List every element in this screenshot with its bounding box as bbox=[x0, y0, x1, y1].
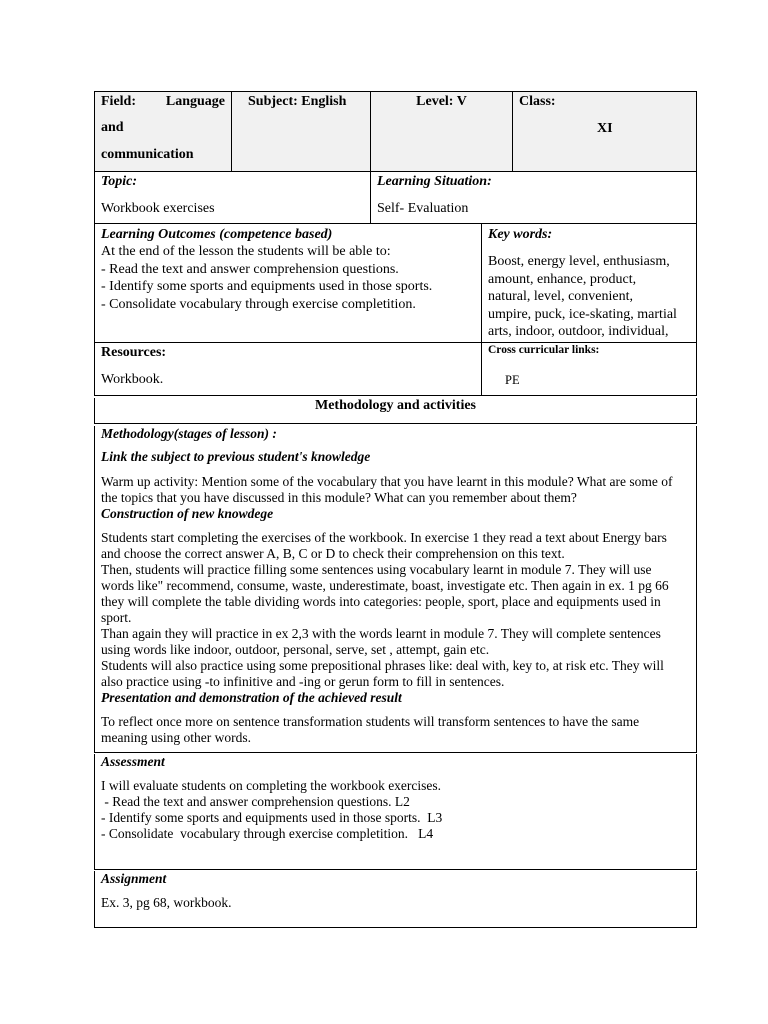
stages-label: Methodology(stages of lesson) : bbox=[101, 426, 277, 441]
resources-row bbox=[94, 343, 697, 396]
topic-row bbox=[94, 172, 697, 224]
assignment-label: Assignment bbox=[101, 871, 167, 886]
presentation-line: To reflect once more on sentence transformation students will transform sentences to have the same bbox=[101, 714, 640, 729]
outcome-item: - Identify some sports and equipments used in those sports. bbox=[101, 279, 433, 294]
field-value-3: communication bbox=[101, 147, 194, 162]
construction-line: words like" recommend, consume, waste, underestimate, boast, investigate etc. Then again in ex. 1 pg 66 bbox=[101, 578, 669, 593]
class-cell bbox=[512, 92, 698, 171]
assignment-value: Ex. 3, pg 68, workbook. bbox=[101, 895, 232, 910]
resources-label: Resources: bbox=[101, 345, 167, 360]
methodology-row bbox=[94, 426, 697, 753]
presentation-line: meaning using other words. bbox=[101, 730, 251, 745]
level-cell bbox=[370, 92, 512, 171]
field-cell bbox=[95, 92, 231, 171]
methodology-title: Methodology and activities bbox=[315, 398, 476, 413]
construction-line: and choose the correct answer A, B, C or D to check their comprehension on this text. bbox=[101, 546, 565, 561]
assessment-label: Assessment bbox=[101, 754, 165, 769]
warmup-line: Warm up activity: Mention some of the vocabulary that you have learnt in this module? What are some of bbox=[101, 474, 673, 489]
keywords-line: amount, enhance, product, bbox=[488, 271, 637, 287]
field-value-2: and bbox=[101, 120, 124, 135]
level: Level: V bbox=[416, 94, 467, 109]
subject: Subject: English bbox=[248, 94, 347, 109]
assignment-row bbox=[94, 871, 697, 928]
class-label: Class: bbox=[519, 94, 556, 109]
keywords-line: umpire, puck, ice-skating, martial bbox=[488, 306, 677, 322]
outcomes-cell bbox=[95, 224, 481, 342]
keywords-cell bbox=[481, 224, 698, 342]
outcomes-row bbox=[94, 224, 697, 343]
outcomes-title: Learning Outcomes (competence based) bbox=[101, 227, 333, 242]
situation-cell bbox=[370, 172, 698, 223]
situation-value: Self- Evaluation bbox=[377, 201, 469, 216]
construction-line: Students start completing the exercises of the workbook. In exercise 1 they read a text about Energy bars bbox=[101, 530, 667, 545]
topic-cell bbox=[95, 172, 370, 223]
class-value: XI bbox=[597, 121, 613, 136]
warmup-line: the topics that you have discussed in this module? What can you remember about them? bbox=[101, 490, 577, 505]
construction-line: using words like indoor, outdoor, personal, serve, set , attempt, gain etc. bbox=[101, 642, 490, 657]
assessment-line: - Read the text and answer comprehension questions. L2 bbox=[101, 794, 410, 809]
construction-line: Then, students will practice filling some sentences using vocabulary learnt in module 7. They will use bbox=[101, 562, 652, 577]
construction-line: Than again they will practice in ex 2,3 with the words learnt in module 7. They will complete sentences bbox=[101, 626, 661, 641]
field-label: Field: bbox=[101, 94, 136, 109]
construction-line: Students will also practice using some prepositional phrases like: deal with, key to, at risk etc. They will bbox=[101, 658, 664, 673]
keywords-line: natural, level, convenient, bbox=[488, 289, 633, 304]
assessment-line: - Identify some sports and equipments used in those sports. L3 bbox=[101, 810, 443, 825]
assessment-line: - Consolidate vocabulary through exercise completition. L4 bbox=[101, 826, 434, 841]
resources-cell bbox=[95, 343, 481, 395]
construction-label: Construction of new knowdege bbox=[101, 506, 274, 521]
cross-curricular-value: PE bbox=[505, 373, 520, 387]
construction-line: sport. bbox=[101, 610, 132, 625]
methodology-title-row bbox=[94, 398, 697, 424]
topic-value: Workbook exercises bbox=[101, 201, 215, 216]
outcomes-intro: At the end of the lesson the students will be able to: bbox=[101, 244, 391, 259]
topic-label: Topic: bbox=[101, 174, 138, 189]
cross-curricular-cell bbox=[481, 343, 698, 395]
field-value-1: Language bbox=[165, 94, 225, 109]
lesson-plan-table bbox=[94, 91, 697, 928]
keywords-label: Key words: bbox=[488, 227, 553, 242]
link-label: Link the subject to previous student's knowledge bbox=[101, 449, 371, 464]
keywords-line: arts, indoor, outdoor, individual, bbox=[488, 324, 669, 339]
situation-label: Learning Situation: bbox=[377, 174, 492, 189]
assessment-line: I will evaluate students on completing the workbook exercises. bbox=[101, 778, 442, 793]
resources-value: Workbook. bbox=[101, 372, 164, 387]
header-row bbox=[94, 91, 697, 172]
cross-curricular-label: Cross curricular links: bbox=[488, 344, 600, 356]
construction-line: they will complete the table dividing words into categories: people, sport, place and equipments used in bbox=[101, 594, 661, 609]
keywords-line: Boost, energy level, enthusiasm, bbox=[488, 254, 670, 269]
construction-line: also practice using -to infinitive and -ing or gerun form to fill in sentences. bbox=[101, 674, 505, 689]
subject-cell bbox=[231, 92, 370, 171]
outcome-item: - Consolidate vocabulary through exercise completition. bbox=[101, 296, 416, 312]
presentation-label: Presentation and demonstration of the achieved result bbox=[101, 690, 402, 705]
outcome-item: - Read the text and answer comprehension questions. bbox=[101, 261, 399, 277]
assessment-row bbox=[94, 754, 697, 870]
